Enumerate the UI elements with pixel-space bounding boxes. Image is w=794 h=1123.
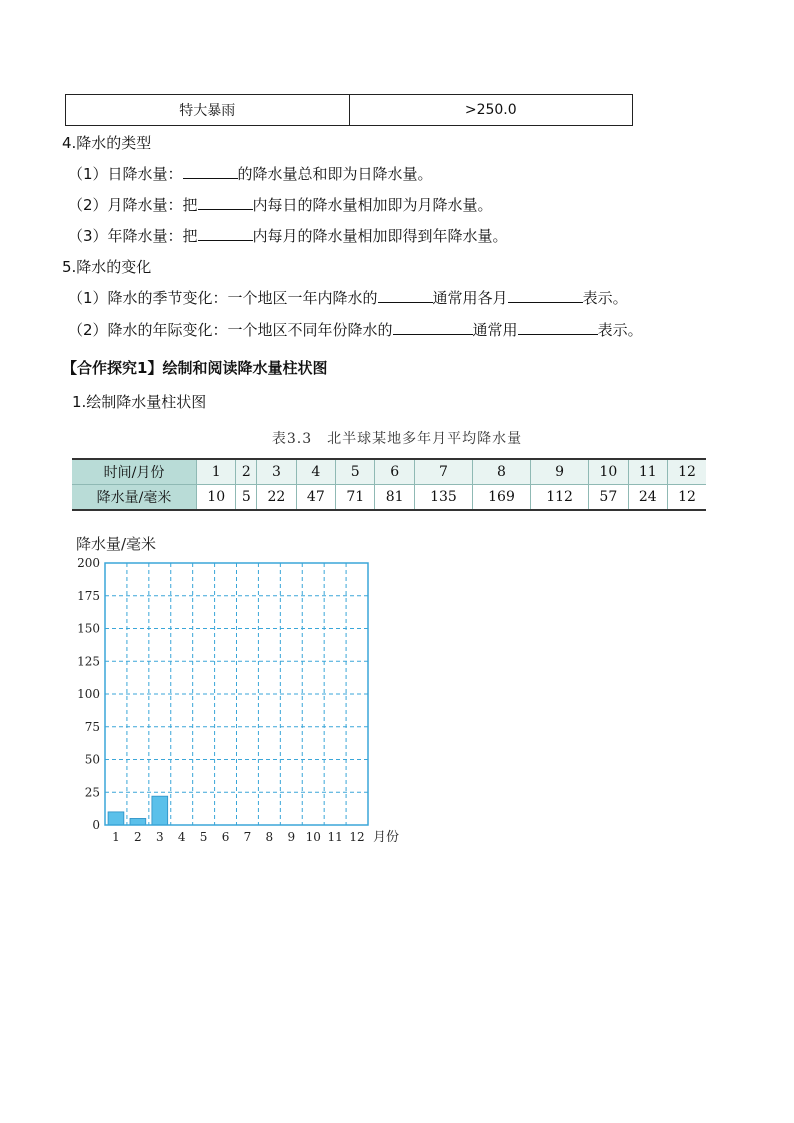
coop-title: 【合作探究1】绘制和阅读降水量柱状图 [62, 359, 328, 377]
month-cell: 10 [589, 459, 628, 485]
plot-frame [105, 563, 368, 825]
bar-month-2 [130, 818, 146, 825]
y-tick-label: 100 [77, 687, 100, 701]
value-cell: 135 [414, 485, 472, 511]
x-tick-label: 9 [287, 830, 296, 844]
month-cell: 8 [472, 459, 530, 485]
x-tick-label: 6 [221, 830, 230, 844]
month-cell: 4 [296, 459, 335, 485]
x-tick-label: 12 [349, 830, 365, 844]
precipitation-bar-chart [70, 530, 410, 850]
x-tick-label: 10 [305, 830, 321, 844]
month-cell: 6 [375, 459, 414, 485]
section4-line-3: （3）年降水量：把 内每月的降水量相加即得到年降水量。 [68, 227, 508, 245]
blank-field [508, 288, 583, 303]
section4-line-2: （2）月降水量：把 内每日的降水量相加即为月降水量。 [68, 196, 493, 214]
blank-field [378, 288, 433, 303]
section5-line-2: （2）降水的年际变化：一个地区不同年份降水的 通常用 表示。 [68, 321, 643, 339]
table-caption: 表3.3 北半球某地多年月平均降水量 [271, 431, 523, 447]
month-cell: 11 [628, 459, 667, 485]
y-tick-label: 0 [92, 818, 100, 832]
value-cell: 81 [375, 485, 414, 511]
precipitation-table [72, 458, 706, 511]
section4-heading: 4.降水的类型 [62, 134, 152, 152]
x-tick-label: 2 [134, 830, 142, 844]
value-cell: 57 [589, 485, 628, 511]
blank-field [518, 320, 598, 335]
month-cell: 1 [197, 459, 236, 485]
y-tick-label: 150 [77, 621, 100, 636]
value-cell: 12 [667, 485, 706, 511]
y-tick-label: 175 [77, 588, 100, 603]
month-cell: 12 [667, 459, 706, 485]
month-cell: 7 [414, 459, 472, 485]
value-cell: 24 [628, 485, 667, 511]
table-row [72, 459, 706, 485]
value-cell: 5 [236, 485, 257, 511]
section4-line-1: （1）日降水量： 的降水量总和即为日降水量。 [68, 165, 433, 183]
month-cell: 2 [236, 459, 257, 485]
blank-field [198, 195, 253, 210]
y-tick-label: 25 [84, 785, 100, 800]
value-cell: 10 [197, 485, 236, 511]
coop-subtitle: 1.绘制降水量柱状图 [72, 393, 207, 411]
intensity-table-row [65, 94, 633, 126]
value-cell: 22 [257, 485, 296, 511]
value-cell: 169 [472, 485, 530, 511]
x-tick-label: 5 [199, 830, 208, 844]
x-tick-label: 3 [155, 830, 164, 844]
x-axis-unit-label: 月份 [373, 830, 400, 845]
table-row [72, 485, 706, 511]
x-tick-label: 1 [112, 830, 120, 844]
y-tick-label: 200 [77, 556, 100, 570]
month-cell: 3 [257, 459, 296, 485]
bar-month-3 [152, 796, 168, 825]
blank-field [393, 320, 473, 335]
x-tick-label: 11 [327, 830, 343, 844]
x-tick-label: 8 [265, 830, 274, 844]
month-cell: 9 [531, 459, 589, 485]
month-cell: 5 [336, 459, 375, 485]
value-cell: 71 [336, 485, 375, 511]
y-tick-label: 125 [77, 654, 100, 669]
y-tick-label: 50 [84, 752, 100, 767]
intensity-label: 特大暴雨 [66, 95, 350, 125]
y-axis-label: 降水量/毫米 [76, 535, 157, 553]
row-label-month: 时间/月份 [72, 459, 197, 485]
bar-month-1 [108, 812, 124, 825]
value-cell: 47 [296, 485, 335, 511]
value-cell: 112 [531, 485, 589, 511]
intensity-value: >250.0 [464, 102, 517, 118]
y-tick-label: 75 [84, 719, 100, 734]
blank-field [198, 226, 253, 241]
x-tick-label: 7 [243, 830, 252, 844]
x-tick-label: 4 [177, 830, 186, 844]
section5-line-1: （1）降水的季节变化：一个地区一年内降水的 通常用各月 表示。 [68, 289, 628, 307]
blank-field [183, 164, 238, 179]
row-label-precip: 降水量/毫米 [72, 485, 197, 511]
section5-heading: 5.降水的变化 [62, 258, 152, 276]
